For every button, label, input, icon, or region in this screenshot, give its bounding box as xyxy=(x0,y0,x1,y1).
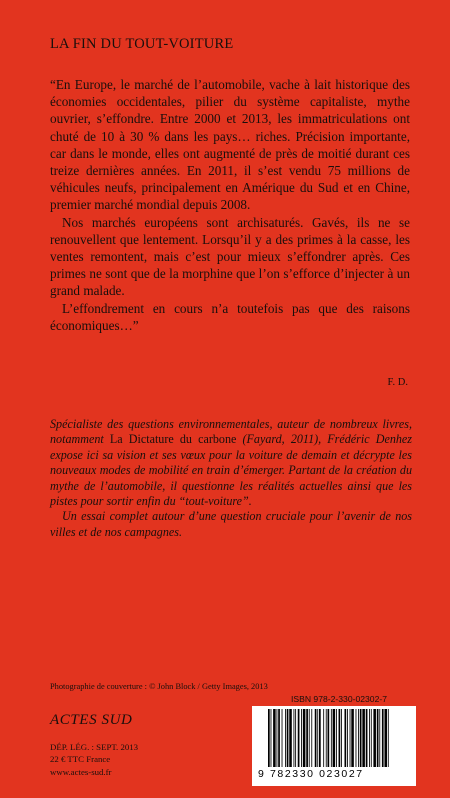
barcode-bar xyxy=(371,709,372,767)
barcode-bar xyxy=(326,709,327,767)
barcode-bar xyxy=(268,709,270,767)
barcode-bar xyxy=(341,709,342,767)
barcode-bar xyxy=(303,709,306,767)
quote-paragraph-3: L’effondrement en cours n’a toutefois pas que des raisons économiques…” xyxy=(50,300,410,333)
barcode-bar xyxy=(294,709,295,767)
quote-paragraph-2: Nos marchés européens sont archisaturés. Gavés, ils ne se renouvellent que lentement. Lorsqu’il y a des primes à la casse, les ventes remontent, mais c’est pour mieux s’effondrer après. Ces primes ne sont que de la morphine que l’on s’efforce d’injecter à un grand malade. xyxy=(50,214,410,299)
barcode-bar xyxy=(277,709,278,767)
barcode-bar xyxy=(315,709,317,767)
barcode-bar xyxy=(323,709,324,767)
barcode-bar xyxy=(285,709,286,767)
barcode-bar xyxy=(369,709,370,767)
barcode-bar xyxy=(388,709,389,767)
barcode-bar xyxy=(301,709,302,767)
barcode-bar xyxy=(360,709,362,767)
barcode-bar xyxy=(287,709,289,767)
publisher-logo-text: ACTES SUD xyxy=(50,712,133,728)
bio-book-title: La Dictature du carbone xyxy=(109,432,237,447)
barcode-bar xyxy=(309,709,310,767)
bio-text-part2: (Fayard, 2011), Frédéric Denhez expose ici sa vision et ses vœux pour la voiture de demain et décrypte les nouveaux modes de mobilité en train d’émerger. Partant de la création du mythe de l’automobile, il questionne les réalités actuelles ainsi que les pistes pour sortir enfin du “tout-voiture”. xyxy=(50,432,412,509)
barcode-bar xyxy=(384,709,387,767)
barcode-bar xyxy=(362,709,365,767)
barcode-bar xyxy=(333,709,336,767)
barcode-bar xyxy=(282,709,283,767)
barcode-bar xyxy=(339,709,341,767)
barcode-bar xyxy=(336,709,337,767)
quote-signature: F. D. xyxy=(387,377,408,388)
barcode-bar xyxy=(278,709,280,767)
bio-paragraph-1 xyxy=(50,417,412,509)
photo-credit: Photographie de couverture : © John Block / Getty Images, 2013 xyxy=(50,682,268,691)
excerpt-quote xyxy=(50,76,410,334)
legal-info xyxy=(50,741,138,778)
barcode-bar xyxy=(350,709,351,767)
price: 22 € TTC France xyxy=(50,754,111,765)
barcode-bar xyxy=(295,709,296,767)
barcode-bar xyxy=(306,709,308,767)
barcode-bars xyxy=(268,709,404,767)
barcode-bar xyxy=(377,709,379,767)
barcode-bar xyxy=(358,709,359,767)
barcode-bar xyxy=(347,709,348,767)
barcode-digits: 9 782330 023027 xyxy=(258,768,364,780)
barcode-bar xyxy=(319,709,321,767)
author-bio xyxy=(50,417,412,540)
barcode-bar xyxy=(311,709,312,767)
barcode-bar xyxy=(379,709,380,767)
barcode-bar xyxy=(356,709,357,767)
barcode-bar xyxy=(328,709,330,767)
barcode-bar xyxy=(298,709,300,767)
isbn-label: ISBN 978-2-330-02302-7 xyxy=(290,694,388,704)
barcode-bar xyxy=(331,709,332,767)
bio-paragraph-2: Un essai complet autour d’une question cruciale pour l’avenir de nos villes et de nos campagnes. xyxy=(50,509,412,539)
barcode-bar xyxy=(366,709,368,767)
barcode-bar xyxy=(345,709,347,767)
barcode-bar xyxy=(271,709,272,767)
barcode-bar xyxy=(373,709,376,767)
website: www.actes-sud.fr xyxy=(50,766,112,777)
barcode-bar xyxy=(382,709,384,767)
back-cover-title: LA FIN DU TOUT-VOITURE xyxy=(50,36,234,52)
barcode-bar xyxy=(317,709,318,767)
legal-deposit: DÉP. LÉG. : SEPT. 2013 xyxy=(50,742,139,752)
bio-text-part1: Spécialiste des questions environnementales, auteur de nombreux livres, notamment xyxy=(50,417,412,447)
quote-paragraph-1: “En Europe, le marché de l’automobile, vache à lait historique des économies occidentales, pilier du système capitaliste, mythe ouvrier, s’effondre. Entre 2000 et 2013, les immatriculations ont chuté de 10 à 30 % dans les pays… riches. Précision importante, car dans le monde, elles ont augmenté de près de moitié durant ces treize dernières années. En 2011, il s’est vendu 75 millions de véhicules neufs, principalement en Amérique du Sud et en Chine, premier marché mondial depuis 2008. xyxy=(50,77,410,213)
barcode-bar xyxy=(289,709,292,767)
barcode xyxy=(252,706,416,786)
barcode-bar xyxy=(273,709,276,767)
barcode-bar xyxy=(351,709,354,767)
